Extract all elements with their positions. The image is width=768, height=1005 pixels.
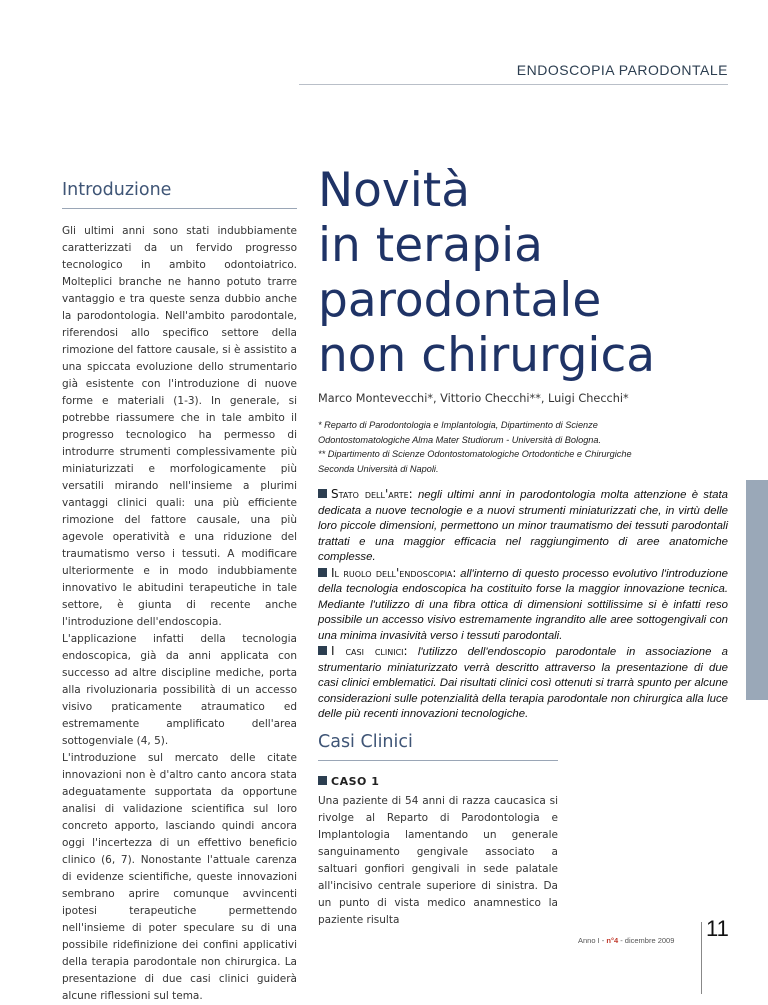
affiliation-line: ** Dipartimento di Scienze Odontostomatologiche Ortodontiche e Chirurgiche xyxy=(318,449,632,459)
abstract-paragraph xyxy=(318,566,728,645)
introduction-paragraph-3: L'introduzione sul mercato delle citate innovazioni non è d'altro canto ancora stata adeguatamente supportata da opportune analisi di validazione scientifica sul loro concreto apporto, lasciando quindi ancora oggi l'incertezza di un effettivo beneficio clinico (6, 7). Nonostante l'attuale carenza di evidenze scientifiche, queste innovazioni sembrano aprire comunque avvincenti ipotesi terapeutiche permettendo nell'insieme di poter speculare su di una possibile ridefinizione dei confini applicativi della terapia parodontale non chirurgica. La presentazione di due casi clinici guiderà alcune riflessioni sul tema. xyxy=(62,752,297,1002)
header-rule xyxy=(299,84,728,85)
introduction-paragraph-1: Gli ultimi anni sono stati indubbiamente caratterizzati da un fervido progresso tecnologico in ambito odontoiatrico. Molteplici branche ne hanno potuto trarre vantaggio e tra queste senza dubbio anche la parodontologia. Nell'ambito parodontale, riferendosi allo specifico settore della rimozione del fattore causale, si è assistito a una spiccata evoluzione dello strumentario già esistente con l'introduzione di nuove forme e materiali (1-3). In generale, si potrebbe riassumere che in tale ambito il progresso tecnologico ha permesso di introdurre strumenti complessivamente più miniaturizzati e morfologicamente più versatili mirando nell'insieme a plurimi vantaggi clinici quali: una più efficiente rimozione del fattore causale, una più agevole operatività e una riduzione del traumatismo verso i tessuti. A modificare ulteriormente e in modo indubbiamente innovativo le abitudini terapeutiche in tale settore, è giunta di recente anche l'introduzione dell'endoscopia. xyxy=(62,225,297,628)
abstract-text: negli ultimi anni in parodontologia molta attenzione è stata dedicata a nuove tecnologie e a nuovi strumenti miniaturizzati che, in virtù delle loro piccole dimensioni, permettono un minor traumatismo dei tessuti parodontali trattati e una maggior efficacia nel raggiungimento di aree anatomiche complesse. xyxy=(318,489,728,563)
article-title-line-1: Novità xyxy=(318,163,471,219)
abstract-text: all'interno di questo processo evolutivo l'introduzione della tecnologia endoscopica ha costituito forse la maggior innovazione tecnica. Mediante l'utilizzo di una fibra ottica di dimensioni sottilissime si è infatti reso possibile un accesso visivo estremamente ingrandito alle aree sottogengivali con una minima invasività verso i tessuti parodontali. xyxy=(318,567,728,642)
abstract-paragraph xyxy=(318,487,728,566)
article-title-line-3: parodontale xyxy=(318,273,602,329)
affiliations xyxy=(318,418,738,476)
case-heading xyxy=(318,775,379,788)
affiliation-line: Odontostomatologiche Alma Mater Studiorum - Università di Bologna. xyxy=(318,434,602,445)
abstract-paragraph xyxy=(318,644,728,723)
square-bullet-icon xyxy=(318,776,327,785)
article-title-line-2: in terapia xyxy=(318,218,543,274)
article-title-line-4: non chirurgica xyxy=(318,328,656,384)
square-bullet-icon xyxy=(318,568,327,577)
affiliation-line: * Reparto di Parodontologia e Implantologia, Dipartimento di Scienze xyxy=(318,420,598,430)
abstract-kicker: I casi clinici: xyxy=(331,644,408,658)
introduction-column xyxy=(62,180,297,1005)
case-heading-label: CASO 1 xyxy=(331,775,380,788)
square-bullet-icon xyxy=(318,646,327,655)
page-number: 11 xyxy=(706,916,729,941)
case-paragraph: Una paziente di 54 anni di razza caucasica si rivolge al Reparto di Parodontologia e Implantologia lamentando un generale sanguinamento gengivale associato a saltuari gonfiori gengivali in sede palatale all'incisivo centrale superiore di sinistra. Da un punto di vista medico anamnestico la paziente risulta xyxy=(318,795,558,926)
case-text xyxy=(318,793,558,929)
abstract xyxy=(318,487,728,723)
square-bullet-icon xyxy=(318,489,327,498)
section-header: ENDOSCOPIA PARODONTALE xyxy=(516,62,728,78)
issue-suffix: - dicembre 2009 xyxy=(618,936,675,945)
issue-number: n°4 xyxy=(606,936,619,945)
abstract-kicker: Stato dell'arte: xyxy=(331,487,413,501)
footer-rule xyxy=(701,922,702,994)
issue-info xyxy=(578,936,674,945)
authors: Marco Montevecchi*, Vittorio Checchi**, Luigi Checchi* xyxy=(318,392,629,405)
abstract-text: l'utilizzo dell'endoscopio parodontale in associazione a strumentario miniaturizzato verrà descritto attraverso la presentazione di due casi clinici emblematici. Dai risultati clinici così ottenuti si trarrà spunto per alcune considerazioni sulle potenzialità della terapia parodontale non chirurgica alla luce delle più recenti innovazioni tecnologiche. xyxy=(318,646,728,720)
introduction-title: Introduzione xyxy=(62,180,297,209)
issue-prefix: Anno I - xyxy=(578,936,607,945)
side-tab xyxy=(746,480,768,700)
affiliation-line: Seconda Università di Napoli. xyxy=(318,463,439,474)
article-title xyxy=(318,163,738,383)
casi-clinici-title: Casi Clinici xyxy=(318,732,558,761)
introduction-paragraph-2: L'applicazione infatti della tecnologia endoscopica, già da anni applicata con successo ad altre discipline mediche, porta alla rivoluzionaria possibilità di un accesso visivo praticamente atraumatico ed estremamente amplificato dell'area sottogenviale (4, 5). xyxy=(62,633,297,747)
abstract-kicker: Il ruolo dell'endoscopia: xyxy=(331,565,457,580)
introduction-text xyxy=(62,223,297,1005)
